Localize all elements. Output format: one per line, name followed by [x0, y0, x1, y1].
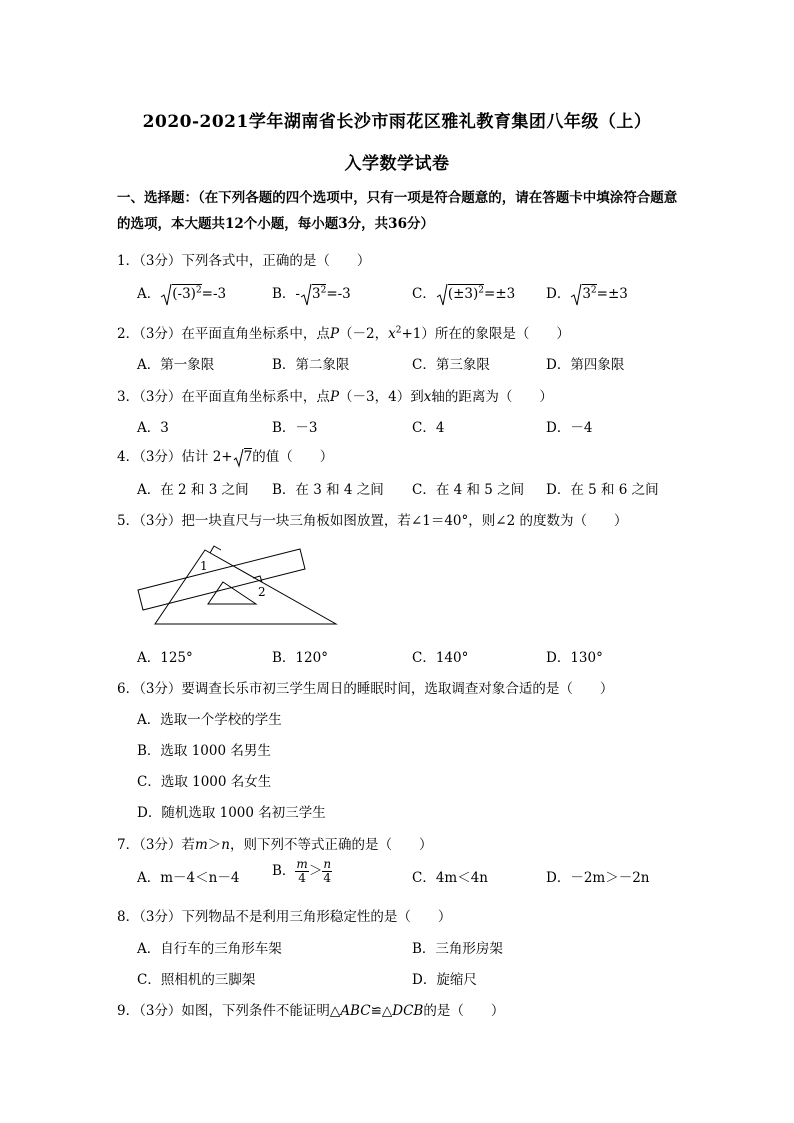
q3-option-d: D．－4	[546, 420, 593, 436]
question-8-stem: 8．（3分）下列物品不是利用三角形稳定性的是（ ）	[117, 909, 452, 925]
q2-option-a: A．第一象限	[137, 357, 215, 373]
question-3-stem: 3．（3分）在平面直角坐标系中，点P（－3，4）到x轴的距离为（ ）	[117, 389, 553, 405]
q5-option-b: B．120°	[272, 650, 328, 666]
right-angle-mark	[210, 546, 221, 553]
q4-option-a: A．在 2 和 3 之间	[137, 482, 249, 498]
q4-option-b: B．在 3 和 4 之间	[272, 482, 384, 498]
exam-title-line2: 入学数学试卷	[344, 154, 450, 174]
q7-option-a: A．m－4＜n－4	[137, 870, 240, 886]
q8-option-a: A．自行车的三角形车架	[137, 941, 282, 957]
question-9-stem: 9．（3分）如图，下列条件不能证明△ABC≌△DCB的是（ ）	[117, 1003, 505, 1019]
q5-option-d: D．130°	[546, 650, 603, 666]
question-4-stem: 4．（3分）估计 2+ 7的值（ ）	[117, 445, 333, 468]
q3-option-c: C．4	[412, 420, 445, 436]
angle-2-label: 2	[258, 585, 266, 599]
radical-icon	[436, 283, 448, 307]
question-7-stem: 7．（3分）若m＞n，则下列不等式正确的是（ ）	[117, 837, 433, 853]
q5-option-a: A．125°	[137, 650, 193, 666]
q6-option-c: C．选取 1000 名女生	[137, 774, 272, 790]
q2-option-d: D．第四象限	[546, 357, 625, 373]
question-1-stem: 1．（3分）下列各式中，正确的是（ ）	[117, 253, 371, 269]
ruler	[138, 549, 305, 610]
q1-option-a: A． $(-3)^2=-3$	[137, 282, 226, 307]
q1-option-c: C． $(\pm 3)^2=\pm 3$	[412, 282, 515, 307]
q7-option-d: D．－2m＞－2n	[546, 870, 650, 886]
exam-title-line1: 2020-2021学年湖南省长沙市雨花区雅礼教育集团八年级（上）	[142, 112, 652, 132]
q7-option-c: C．4m＜4n	[412, 870, 489, 886]
radical-icon	[300, 283, 312, 307]
section-heading: 一、选择题：（在下列各题的四个选项中，只有一项是符合题意的，请在答题卡中填涂符合题意的选项，本大题共12个小题，每小题3分，共36分）	[117, 190, 678, 232]
q8-option-c: C．照相机的三脚架	[137, 972, 256, 988]
q3-option-b: B．－3	[272, 420, 318, 436]
radical-icon	[570, 283, 582, 307]
q8-option-b: B．三角形房架	[412, 941, 503, 957]
q2-option-b: B．第二象限	[272, 357, 350, 373]
q6-option-a: A．选取一个学校的学生	[137, 712, 282, 728]
q7-option-b: B． $\frac{m}{4}$ ＞ $\frac{n}{4}$	[272, 857, 332, 885]
angle-1-label: 1	[200, 559, 208, 573]
q1-option-d: D． $3^2=\pm 3$	[546, 282, 628, 307]
q6-option-b: B．选取 1000 名男生	[137, 743, 271, 759]
question-2-stem: 2．（3分）在平面直角坐标系中，点P（－2，$x^2+1$）所在的象限是（ ）	[117, 325, 570, 342]
ruler-triangle-figure	[130, 538, 340, 628]
q8-option-d: D．旋缩尺	[412, 972, 477, 988]
q2-option-c: C．第三象限	[412, 357, 490, 373]
question-6-stem: 6．（3分）要调查长乐市初三学生周日的睡眠时间，选取调查对象合适的是（ ）	[117, 681, 614, 697]
q1-option-b: B．- $3^2=-3$	[272, 282, 351, 307]
radical-icon	[233, 448, 244, 468]
q4-option-c: C．在 4 和 5 之间	[412, 482, 525, 498]
radical-icon	[160, 283, 172, 307]
q3-option-a: A．3	[137, 420, 169, 436]
question-5-stem: 5．（3分）把一块直尺与一块三角板如图放置，若∠1＝40°，则∠2 的度数为（ ）	[117, 513, 628, 529]
q6-option-d: D．随机选取 1000 名初三学生	[137, 805, 326, 821]
q4-option-d: D．在 5 和 6 之间	[546, 482, 659, 498]
q5-option-c: C．140°	[412, 650, 469, 666]
